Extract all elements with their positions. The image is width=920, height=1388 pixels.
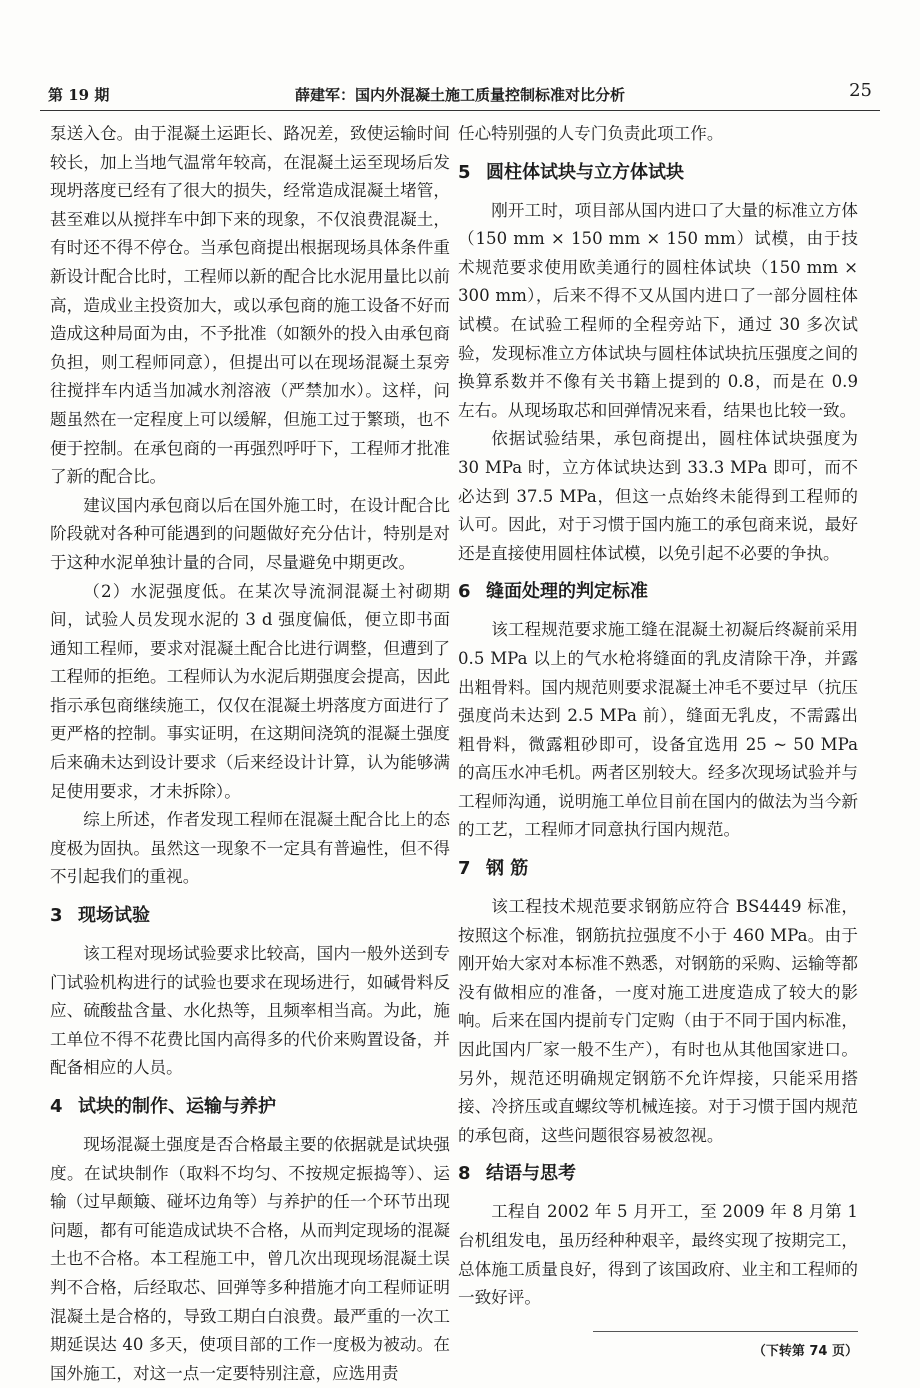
- right-column: [458, 120, 858, 1366]
- page-number: 25: [849, 80, 872, 101]
- section-number: 3: [50, 905, 63, 927]
- section-number: 7: [458, 858, 471, 880]
- section-number: 8: [458, 1163, 471, 1185]
- section-number: 4: [50, 1096, 63, 1117]
- paragraph: 泵送入仓。由于混凝土运距长、路况差，致使运输时间较长，加上当地气温常年较高，在混凝土运至现场后发现坍落度已经有了很大的损失，经常造成混凝土堵管，甚至难以从搅拌车中卸下来的现象，不仅浪费混凝土，有时还不得不停仓。当承包商提出根据现场具体条件重新设计配合比时，工程师以新的配合比水泥用量比以前高，造成业主投资加大，或以承包商的施工设备不好而造成这种局面为由，不予批准（如额外的投入由承包商负担，则工程师同意），但提出可以在现场混凝土泵旁往搅拌车内适当加减水剂溶液（严禁加水）。这样，问题虽然在一定程度上可以缓解，但施工过于繁琐，也不便于控制。在承包商的一再强烈呼吁下，工程师才批准了新的配合比。: [50, 124, 450, 487]
- section-title: 缝面处理的判定标准: [486, 581, 648, 603]
- section-number: 5: [458, 161, 471, 183]
- paragraph: 工程自 2002 年 5 月开工，至 2009 年 8 月第 1 台机组发电，虽历经种种艰辛，最终实现了按期完工，总体施工质量良好，得到了该国政府、业主和工程师的一致好评。: [458, 1202, 858, 1308]
- issue-label: 第 19 期: [48, 86, 110, 104]
- section-title: 结语与思考: [486, 1163, 576, 1185]
- section-heading-3: [50, 902, 450, 930]
- section-heading-5: [458, 159, 858, 187]
- section-heading-6: [458, 578, 858, 606]
- paragraph: 刚开工时，项目部从国内进口了大量的标准立方体（150 mm × 150 mm × 150 mm）试模，由于技术规范要求使用欧美通行的圆柱体试块（150 mm × 300 mm），后来不得不又从国内进口了一部分圆柱体试模。在试验工程师的全程旁站下，通过 30 多次试验，发现标准立方体试块与圆柱体试块抗压强度之间的换算系数并不像有关书籍上提到的 0.8，而是在 0.9 左右。从现场取芯和回弹情况来看，结果也比较一致。: [458, 200, 858, 420]
- paragraph: 该工程技术规范要求钢筋应符合 BS4449 标准，按照这个标准，钢筋抗拉强度不小于 460 MPa。由于刚开始大家对本标准不熟悉，对钢筋的采购、运输等都没有做相应的准备，一度对施工进度造成了较大的影响。后来在国内提前专门定购（由于不同于国内标准，因此国内厂家一般不生产），有时也从其他国家进口。另外，规范还明确规定钢筋不允许焊接，只能采用搭接、冷挤压或直螺纹等机械连接。对于习惯于国内规范的承包商，这些问题很容易被忽视。: [458, 897, 858, 1145]
- paragraph: （2）水泥强度低。在某次导流洞混凝土衬砌期间，试验人员发现水泥的 3 d 强度偏低，便立即书面通知工程师，要求对混凝土配合比进行调整，但遭到了工程师的拒绝。工程师认为水泥后期强度会提高，因此指示承包商继续施工，仅仅在混凝土坍落度方面进行了更严格的控制。事实证明，在这期间浇筑的混凝土强度后来确未达到设计要求（后来经设计计算，认为能够满足使用要求，才未拆除）。: [50, 581, 450, 801]
- section-heading-8: [458, 1160, 858, 1188]
- section-title: 圆柱体试块与立方体试块: [486, 161, 684, 183]
- section-number: 6: [458, 581, 471, 603]
- section-heading-7: [458, 855, 858, 883]
- paragraph: 依据试验结果，承包商提出，圆柱体试块强度为 30 MPa 时，立方体试块达到 33.3 MPa 即可，而不必达到 37.5 MPa，但这一点始终未能得到工程师的认可。因此，对于习惯于国内施工的承包商来说，最好还是直接使用圆柱体试模，以免引起不必要的争执。: [458, 429, 858, 563]
- left-column: [50, 120, 450, 1388]
- paragraph: 该工程规范要求施工缝在混凝土初凝后终凝前采用 0.5 MPa 以上的气水枪将缝面的乳皮清除干净，并露出粗骨料。国内规范则要求混凝土冲毛不要过早（抗压强度尚未达到 2.5 MPa 前），缝面无乳皮，不需露出粗骨料，微露粗砂即可，设备宜选用 25 ~ 50 MPa 的高压水冲毛机。两者区别较大。经多次现场试验并与工程师沟通，说明施工单位目前在国内的做法为当今新的工艺，工程师才同意执行国内规范。: [458, 620, 858, 840]
- section-title: 试块的制作、运输与养护: [78, 1096, 276, 1117]
- continued-note: （下转第 74 页）: [752, 1343, 858, 1359]
- paragraph: 任心特别强的人专门负责此项工作。: [458, 124, 724, 143]
- paragraph: 建议国内承包商以后在国外施工时，在设计配合比阶段就对各种可能遇到的问题做好充分估计，特别是对于这种水泥单独计量的合同，尽量避免中期更改。: [50, 495, 450, 572]
- running-title: 薛建军：国内外混凝土施工质量控制标准对比分析: [294, 86, 625, 104]
- page-header: [40, 78, 880, 108]
- section-title: 钢 筋: [486, 858, 529, 880]
- paragraph: 该工程对现场试验要求比较高，国内一般外送到专门试验机构进行的试验也要求在现场进行，如碱骨料反应、硫酸盐含量、水化热等，且频率相当高。为此，施工单位不得不花费比国内高得多的代价来购置设备，并配备相应的人员。: [50, 944, 450, 1078]
- paragraph: 现场混凝土强度是否合格最主要的依据就是试块强度。在试块制作（取料不均匀、不按规定振捣等）、运输（过早颠簸、碰坏边角等）与养护的任一个环节出现问题，都有可能造成试块不合格，从而判定现场的混凝土也不合格。本工程施工中，曾几次出现现场混凝土误判不合格，后经取芯、回弹等多种措施才向工程师证明混凝土是合格的，导致工期白白浪费。最严重的一次工期延误达 40 多天，使项目部的工作一度极为被动。在国外施工，对这一点一定要特别注意，应选用责: [50, 1135, 450, 1383]
- section-title: 现场试验: [78, 905, 150, 927]
- header-rule: [40, 110, 880, 111]
- end-rule: [593, 1331, 858, 1332]
- section-heading-4: [50, 1093, 450, 1121]
- paragraph: 综上所述，作者发现工程师在混凝土配合比上的态度极为固执。虽然这一现象不一定具有普遍性，但不得不引起我们的重视。: [50, 810, 450, 887]
